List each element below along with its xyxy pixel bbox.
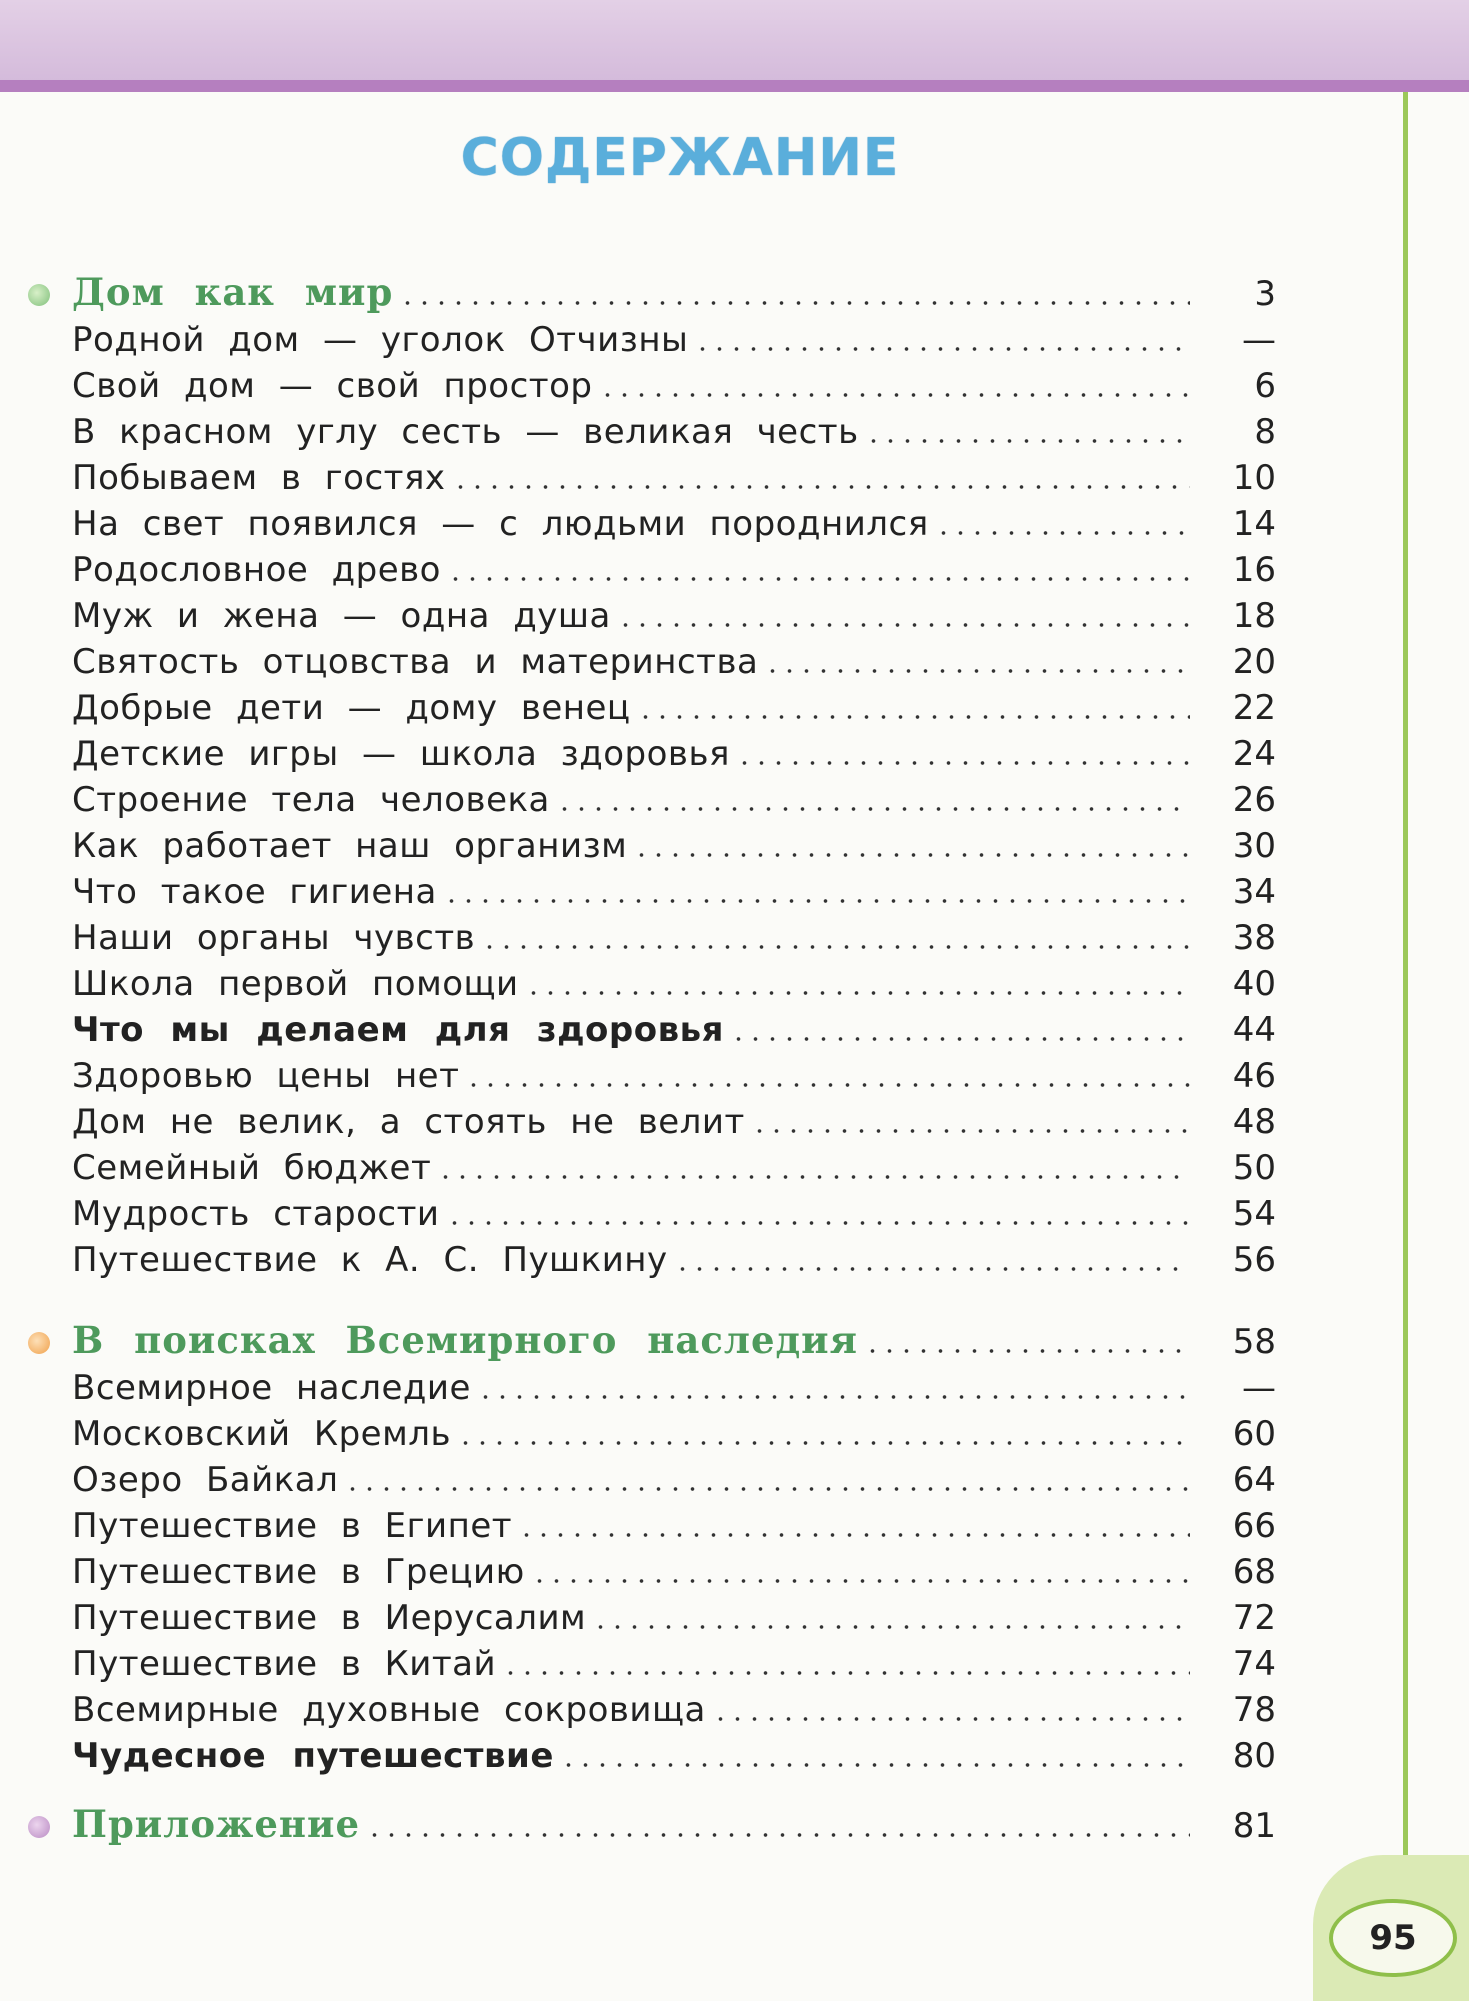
toc-entry-title: Детские игры — школа здоровья	[72, 734, 736, 774]
toc-entry	[72, 546, 1276, 590]
toc-entry	[72, 408, 1276, 452]
dot-leader	[751, 1128, 1190, 1134]
toc-entry-page: 38	[1232, 918, 1276, 958]
toc-entry-page: 68	[1232, 1552, 1276, 1592]
toc-entry-page: 40	[1232, 964, 1276, 1004]
dot-leader	[764, 668, 1190, 674]
toc-entry-page: 72	[1232, 1598, 1276, 1638]
toc-entry	[72, 960, 1276, 1004]
toc-entry-title: Наши органы чувств	[72, 918, 481, 958]
section-bullet-icon	[28, 1332, 50, 1354]
toc-entry-page: 74	[1232, 1644, 1276, 1684]
toc-entry-page: 34	[1232, 872, 1276, 912]
toc-entry-title: Семейный бюджет	[72, 1148, 437, 1188]
toc-entry	[72, 638, 1276, 682]
dot-leader	[674, 1266, 1190, 1272]
toc-entry-title: Озеро Байкал	[72, 1460, 344, 1500]
dot-leader	[457, 1440, 1190, 1446]
toc-entry	[72, 684, 1276, 728]
dot-leader	[344, 1486, 1190, 1492]
toc-entry-title: Школа первой помощи	[72, 964, 525, 1004]
toc-entry	[72, 1236, 1276, 1280]
toc-entry	[72, 1640, 1276, 1684]
toc-entry-title: Путешествие в Грецию	[72, 1552, 531, 1592]
toc-entry-page: 20	[1232, 642, 1276, 682]
toc-entry-page: 18	[1232, 596, 1276, 636]
dot-leader	[399, 300, 1190, 306]
toc-entry-title: Родословное древо	[72, 550, 447, 590]
toc-entry-page: 24	[1232, 734, 1276, 774]
toc-entry-page: —	[1242, 1368, 1276, 1408]
toc-entry-page: 80	[1232, 1736, 1276, 1776]
toc-entry-title: Строение тела человека	[72, 780, 556, 820]
toc-section-heading	[72, 270, 1276, 314]
toc-entry	[72, 1732, 1276, 1776]
dot-leader	[633, 852, 1190, 858]
toc-entry-page: 46	[1232, 1056, 1276, 1096]
toc-entry-title: Добрые дети — дому венец	[72, 688, 637, 728]
right-accent-line	[1403, 92, 1408, 1892]
section-bullet-icon	[28, 284, 50, 306]
dot-leader	[452, 484, 1190, 490]
toc-entry-page: 8	[1254, 412, 1276, 452]
toc-entry	[72, 1502, 1276, 1546]
toc-entry-page: 58	[1232, 1322, 1276, 1362]
toc-entry-title: Путешествие в Иерусалим	[72, 1598, 592, 1638]
dot-leader	[864, 1348, 1190, 1354]
dot-leader	[502, 1670, 1190, 1676]
toc-entry	[72, 316, 1276, 360]
toc-entry-page: 56	[1232, 1240, 1276, 1280]
toc-entry	[72, 868, 1276, 912]
toc-entry-title: Чудесное путешествие	[72, 1736, 560, 1776]
top-accent-stripe	[0, 80, 1469, 92]
toc-entry-page: 64	[1232, 1460, 1276, 1500]
toc-entry-title: Что такое гигиена	[72, 872, 443, 912]
toc-entry	[72, 914, 1276, 958]
toc-entry-title: Как работает наш организм	[72, 826, 633, 866]
toc-entry	[72, 776, 1276, 820]
toc-entry-title: Приложение	[72, 1802, 366, 1846]
toc-entry-title: Родной дом — уголок Отчизны	[72, 320, 694, 360]
toc-entry	[72, 822, 1276, 866]
toc-entry	[72, 1594, 1276, 1638]
dot-leader	[446, 1220, 1190, 1226]
dot-leader	[865, 438, 1190, 444]
dot-leader	[712, 1716, 1190, 1722]
dot-leader	[556, 806, 1190, 812]
toc-entry	[72, 362, 1276, 406]
toc-entry-title: Свой дом — свой простор	[72, 366, 599, 406]
toc-entry-page: 54	[1232, 1194, 1276, 1234]
dot-leader	[366, 1832, 1190, 1838]
dot-leader	[525, 990, 1190, 996]
toc-entry-title: Московский Кремль	[72, 1414, 457, 1454]
top-color-band	[0, 0, 1469, 88]
toc-entry-title: Святость отцовства и материнства	[72, 642, 764, 682]
toc-entry	[72, 500, 1276, 544]
toc-entry-page: —	[1242, 320, 1276, 360]
toc-entry	[72, 1098, 1276, 1142]
toc-entry	[72, 1548, 1276, 1592]
dot-leader	[730, 1036, 1190, 1042]
dot-leader	[518, 1532, 1190, 1538]
toc-entry-title: Муж и жена — одна душа	[72, 596, 617, 636]
dot-leader	[592, 1624, 1190, 1630]
dot-leader	[443, 898, 1190, 904]
dot-leader	[477, 1394, 1190, 1400]
toc-entry-page: 30	[1232, 826, 1276, 866]
dot-leader	[465, 1082, 1190, 1088]
toc-section-heading	[72, 1318, 1276, 1362]
toc-entry	[72, 592, 1276, 636]
toc-entry	[72, 1006, 1276, 1050]
section-bullet-icon	[28, 1816, 50, 1838]
toc-entry-title: Путешествие к А. С. Пушкину	[72, 1240, 674, 1280]
toc-entry	[72, 1456, 1276, 1500]
toc-entry-title: Дом не велик, а стоять не велит	[72, 1102, 751, 1142]
dot-leader	[599, 392, 1191, 398]
toc-entry-title: Что мы делаем для здоровья	[72, 1010, 730, 1050]
toc-entry-title: Побываем в гостях	[72, 458, 452, 498]
toc-entry-page: 44	[1232, 1010, 1276, 1050]
dot-leader	[447, 576, 1190, 582]
dot-leader	[560, 1762, 1190, 1768]
dot-leader	[437, 1174, 1190, 1180]
toc-entry-title: Путешествие в Египет	[72, 1506, 518, 1546]
toc-entry	[72, 730, 1276, 774]
dot-leader	[736, 760, 1190, 766]
dot-leader	[617, 622, 1190, 628]
toc-entry-page: 16	[1232, 550, 1276, 590]
toc-entry-title: В поисках Всемирного наследия	[72, 1318, 864, 1362]
dot-leader	[694, 346, 1190, 352]
toc-entry-title: В красном углу сесть — великая честь	[72, 412, 865, 452]
toc-entry-title: Дом как мир	[72, 270, 399, 314]
toc-entry-title: Путешествие в Китай	[72, 1644, 502, 1684]
toc-entry-page: 6	[1254, 366, 1276, 406]
toc-entry	[72, 1410, 1276, 1454]
dot-leader	[481, 944, 1190, 950]
toc-entry	[72, 1686, 1276, 1730]
toc-entry-page: 3	[1254, 274, 1276, 314]
toc-entry-title: На свет появился — с людьми породнился	[72, 504, 935, 544]
toc-entry	[72, 1364, 1276, 1408]
toc-section-heading	[72, 1802, 1276, 1846]
dot-leader	[531, 1578, 1190, 1584]
page-title: СОДЕРЖАНИЕ	[460, 128, 900, 188]
toc-entry	[72, 454, 1276, 498]
toc-entry-page: 50	[1232, 1148, 1276, 1188]
toc-entry-title: Всемирное наследие	[72, 1368, 477, 1408]
toc-entry-title: Всемирные духовные сокровища	[72, 1690, 712, 1730]
page-number: 95	[1329, 1899, 1457, 1977]
toc-entry-page: 14	[1232, 504, 1276, 544]
dot-leader	[935, 530, 1190, 536]
toc-entry-page: 10	[1232, 458, 1276, 498]
toc-entry	[72, 1052, 1276, 1096]
toc-entry-page: 78	[1232, 1690, 1276, 1730]
toc-entry-title: Здоровью цены нет	[72, 1056, 465, 1096]
toc-entry	[72, 1190, 1276, 1234]
toc-entry-page: 48	[1232, 1102, 1276, 1142]
toc-entry-page: 22	[1232, 688, 1276, 728]
dot-leader	[637, 714, 1190, 720]
toc-entry-page: 81	[1232, 1806, 1276, 1846]
toc-entry-page: 60	[1232, 1414, 1276, 1454]
toc-entry-page: 26	[1232, 780, 1276, 820]
toc-entry-page: 66	[1232, 1506, 1276, 1546]
toc-entry-title: Мудрость старости	[72, 1194, 446, 1234]
toc-entry	[72, 1144, 1276, 1188]
